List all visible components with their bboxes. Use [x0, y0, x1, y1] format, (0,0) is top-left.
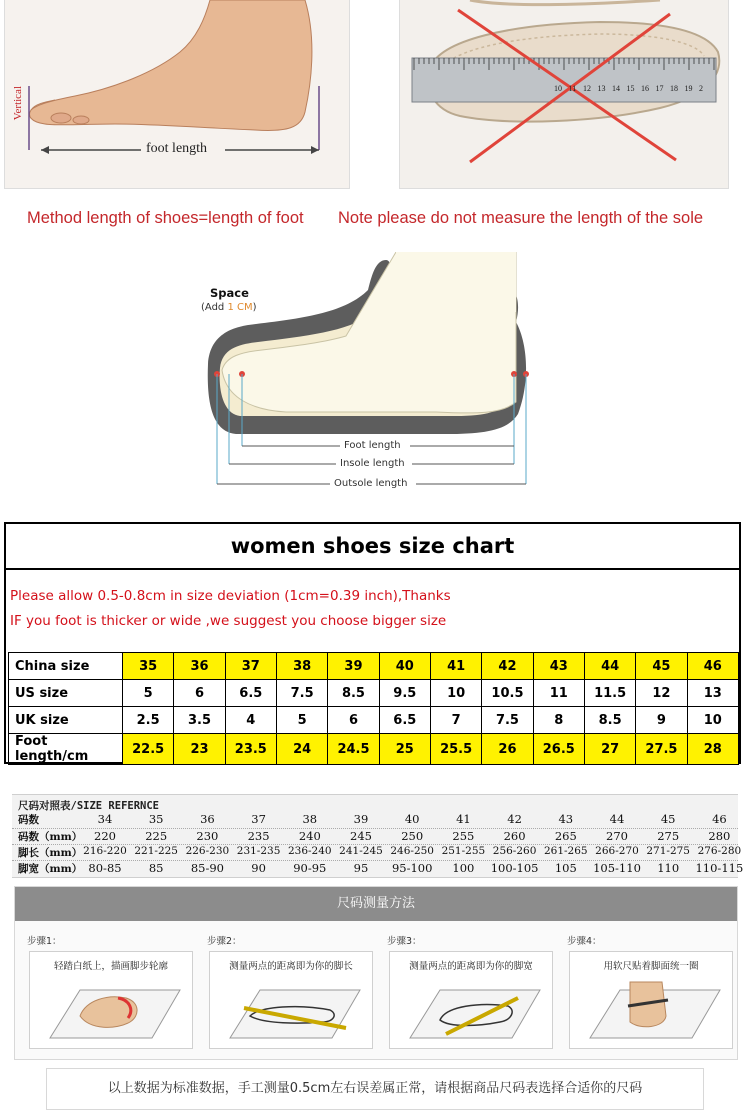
size-cell: 23 [174, 734, 225, 765]
size-row-label: China size [9, 653, 123, 680]
size-cell: 26.5 [533, 734, 584, 765]
size-cell: 46 [687, 653, 738, 680]
step-description: 用软尺贴着脚面统一圈 [603, 961, 699, 972]
reference-row [12, 812, 738, 828]
reference-cell: 240 [298, 829, 321, 843]
size-cell: 10 [687, 707, 738, 734]
step-illustration [30, 976, 192, 1046]
step-card [209, 951, 373, 1049]
size-row [9, 680, 739, 707]
foot-illustration [5, 0, 349, 188]
reference-cell: 36 [200, 812, 215, 826]
reference-cell: 226-230 [185, 845, 230, 857]
reference-row [12, 828, 738, 845]
size-row-label: Foot length/cm [9, 734, 123, 765]
caption-left: Method length of shoes=length of foot [27, 209, 304, 227]
reference-cell: 220 [94, 829, 116, 843]
size-cell: 35 [123, 653, 174, 680]
size-cell: 27.5 [636, 734, 687, 765]
step-description: 测量两点的距离即为你的脚长 [229, 961, 353, 972]
size-cell: 5 [276, 707, 327, 734]
reference-cell: 39 [353, 812, 369, 826]
ruler-number: 12 [583, 84, 591, 93]
reference-cell: 280 [708, 829, 731, 843]
reference-cell: 44 [609, 812, 625, 826]
size-cell: 37 [225, 653, 276, 680]
size-cell: 22.5 [123, 734, 174, 765]
step-card [569, 951, 733, 1049]
ruler-number: 15 [626, 84, 635, 93]
ruler-numbers [554, 84, 714, 98]
reference-cell: 251-255 [441, 845, 486, 857]
reference-cell: 95 [353, 861, 369, 875]
size-cell: 28 [687, 734, 738, 765]
footer-note: 以上数据为标准数据，手工测量0.5cm左右误差属正常，请根据商品尺码表选择合适你的尺码 [46, 1068, 704, 1110]
ruler-number: 2 [699, 84, 703, 93]
reference-cell: 45 [660, 812, 676, 826]
reference-cell: 43 [558, 812, 574, 826]
reference-cell: 100 [452, 861, 475, 875]
step-description: 测量两点的距离即为你的脚宽 [409, 961, 533, 972]
reference-cell: 236-240 [287, 845, 332, 857]
size-cell: 26 [482, 734, 533, 765]
reference-cell: 105 [554, 861, 577, 875]
reference-cell: 42 [507, 812, 522, 826]
size-cell: 8 [533, 707, 584, 734]
vertical-label: Vertical [12, 86, 24, 121]
size-cell: 42 [482, 653, 533, 680]
shoe-space-diagram [196, 252, 542, 496]
reference-cell: 271-275 [646, 845, 690, 857]
size-cell: 10.5 [482, 680, 533, 707]
reference-cell: 85 [148, 861, 164, 875]
reference-cell: 225 [145, 829, 168, 843]
step-illustration [570, 976, 732, 1046]
size-cell: 38 [276, 653, 327, 680]
reference-row-label: 脚宽（mm） [18, 863, 83, 875]
size-row-label: UK size [9, 707, 123, 734]
size-cell: 36 [174, 653, 225, 680]
reference-cell: 276-280 [697, 845, 742, 857]
reference-cell: 37 [251, 812, 266, 826]
size-cell: 25.5 [430, 734, 481, 765]
reference-cell: 110 [657, 861, 680, 875]
size-cell: 23.5 [225, 734, 276, 765]
reference-cell: 231-235 [236, 845, 281, 857]
size-chart-title: women shoes size chart [6, 524, 739, 570]
size-cell: 6 [328, 707, 379, 734]
step-title: 步骤4： [567, 936, 602, 947]
size-cell: 2.5 [123, 707, 174, 734]
size-cell: 5 [123, 680, 174, 707]
ruler-number: 19 [684, 84, 693, 93]
size-cell: 13 [687, 680, 738, 707]
reference-cell: 246-250 [390, 845, 434, 857]
step-title: 步骤3： [387, 936, 422, 947]
reference-cell: 216-220 [83, 845, 127, 857]
reference-cell: 260 [503, 829, 526, 843]
size-table [8, 652, 739, 765]
size-cell: 6 [174, 680, 225, 707]
step-description: 轻踏白纸上，描画脚步轮廓 [53, 961, 168, 972]
size-cell: 27 [584, 734, 635, 765]
reference-cell: 90-95 [293, 861, 327, 875]
reference-cell: 35 [148, 812, 164, 826]
size-cell: 41 [430, 653, 481, 680]
size-cell: 8.5 [584, 707, 635, 734]
reference-cell: 40 [404, 812, 420, 826]
size-cell: 24 [276, 734, 327, 765]
ruler-number: 17 [655, 84, 664, 93]
reference-cell: 38 [302, 812, 318, 826]
size-cell: 11.5 [584, 680, 635, 707]
size-cell: 9.5 [379, 680, 430, 707]
size-cell: 4 [225, 707, 276, 734]
reference-cell: 46 [712, 812, 727, 826]
space-label: Space [210, 286, 249, 300]
add-value: 1 CM [227, 302, 253, 313]
reference-cell: 265 [554, 829, 577, 843]
ruler-number: 14 [612, 84, 620, 93]
add-prefix: (Add [201, 302, 228, 313]
add-space-note [201, 302, 257, 313]
reference-cell: 100-105 [490, 861, 539, 875]
reference-cell: 221-225 [134, 845, 178, 857]
reference-cell: 275 [657, 829, 680, 843]
reference-cell: 270 [606, 829, 628, 843]
size-row [9, 734, 739, 765]
ruler-number: 11 [568, 84, 577, 93]
reference-cell: 250 [401, 829, 424, 843]
measuring-method [14, 886, 738, 1060]
caption-right: Note please do not measure the length of the sole [338, 209, 704, 227]
reference-title: 尺码对照表/SIZE REFERNCE [18, 800, 160, 812]
reference-cell: 245 [350, 829, 372, 843]
size-cell: 24.5 [328, 734, 379, 765]
step-title: 步骤2： [207, 936, 242, 947]
reference-row-label: 码数 [18, 814, 39, 826]
foot-length-marker: Foot length [344, 440, 401, 451]
reference-row-label: 脚长（mm） [18, 847, 83, 859]
reference-cell: 34 [97, 812, 113, 826]
insole-length-marker: Insole length [340, 458, 405, 469]
add-suffix: ) [252, 302, 257, 313]
size-cell: 44 [584, 653, 635, 680]
reference-cell: 255 [452, 829, 475, 843]
ruler-number: 10 [554, 84, 562, 93]
reference-cell: 105-110 [593, 861, 641, 875]
size-reference-table [12, 794, 744, 878]
step-card [29, 951, 193, 1049]
size-cell: 6.5 [225, 680, 276, 707]
method-banner: 尺码测量方法 [15, 887, 737, 921]
size-cell: 43 [533, 653, 584, 680]
reference-cell: 80-85 [88, 861, 122, 875]
reference-cell: 241-245 [339, 845, 383, 857]
sole-photo [399, 0, 729, 189]
foot-length-label: foot length [146, 141, 208, 156]
size-cell: 7 [430, 707, 481, 734]
size-cell: 7.5 [276, 680, 327, 707]
size-cell: 8.5 [328, 680, 379, 707]
size-cell: 9 [636, 707, 687, 734]
reference-cell: 261-265 [543, 845, 588, 857]
size-row [9, 707, 739, 734]
size-cell: 7.5 [482, 707, 533, 734]
step-title: 步骤1： [27, 936, 62, 947]
reference-cell: 230 [196, 829, 219, 843]
size-cell: 11 [533, 680, 584, 707]
step-illustration [390, 976, 552, 1046]
outsole-length-marker: Outsole length [334, 478, 408, 489]
reference-cell: 95-100 [391, 861, 433, 875]
reference-cell: 90 [251, 861, 266, 875]
reference-cell: 110-115 [695, 861, 744, 875]
reference-cell: 235 [247, 829, 270, 843]
size-cell: 40 [379, 653, 430, 680]
size-row [9, 653, 739, 680]
reference-row-label: 码数（mm） [18, 831, 83, 843]
size-chart [4, 522, 741, 764]
reference-cell: 256-260 [492, 845, 537, 857]
size-cell: 25 [379, 734, 430, 765]
ruler-number: 13 [597, 84, 606, 93]
reference-cell: 41 [456, 812, 471, 826]
reference-row [12, 860, 744, 877]
size-cell: 3.5 [174, 707, 225, 734]
ruler-number: 16 [641, 84, 649, 93]
size-cell: 39 [328, 653, 379, 680]
step-illustration [210, 976, 372, 1046]
deviation-note: Please allow 0.5-0.8cm in size deviation (1cm=0.39 inch),Thanks [10, 588, 451, 604]
size-cell: 10 [430, 680, 481, 707]
ruler-number: 18 [670, 84, 678, 93]
size-cell: 6.5 [379, 707, 430, 734]
step-card [389, 951, 553, 1049]
foot-photo [4, 0, 350, 189]
reference-row [12, 844, 742, 861]
wide-foot-note: IF you foot is thicker or wide ,we suggest you choose bigger size [10, 613, 447, 629]
size-cell: 45 [636, 653, 687, 680]
size-row-label: US size [9, 680, 123, 707]
reference-cell: 266-270 [595, 845, 639, 857]
size-cell: 12 [636, 680, 687, 707]
reference-cell: 85-90 [190, 861, 224, 875]
